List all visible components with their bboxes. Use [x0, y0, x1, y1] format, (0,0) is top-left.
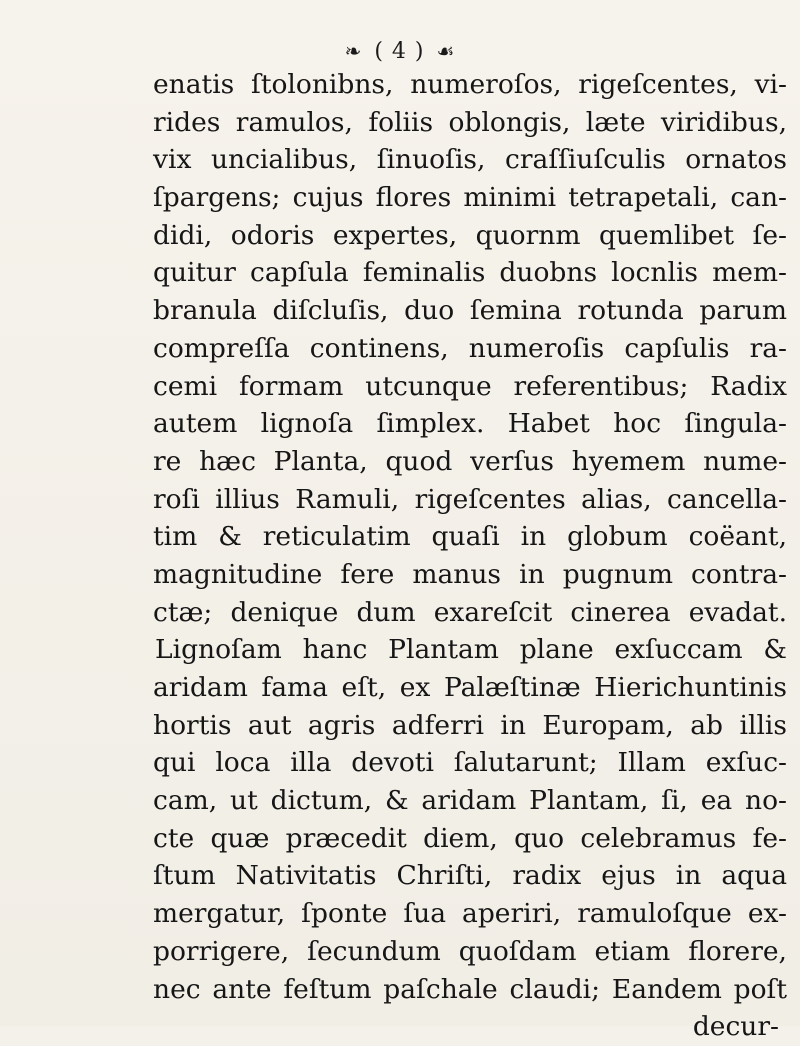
left-ornament-icon: ❧: [344, 39, 363, 63]
text-line: mergatur, ſponte ſua aperiri, ramuloſque ex-: [153, 898, 787, 930]
text-line: autem lignoſa ſimplex. Habet hoc ſingula-: [153, 408, 787, 440]
text-line: branula diſcluſis, duo ſemina rotunda parum: [153, 295, 787, 327]
body-text: [153, 66, 787, 1046]
text-line: rides ramulos, foliis oblongis, læte viridibus,: [153, 106, 787, 138]
text-line: porrigere, ſecundum quoſdam etiam florere,: [153, 935, 787, 967]
text-line: cam, ut dictum, & aridam Plantam, ſi, ea no-: [153, 785, 787, 817]
text-line: hortis aut agris adferri in Europam, ab illis: [153, 709, 787, 741]
text-line: tim & reticulatim quaſi in globum coëant,: [153, 521, 787, 553]
text-line: nec ante feſtum paſchale claudi; Eandem poſt: [153, 973, 787, 1005]
text-line: compreſſa continens, numeroſis capſulis ra-: [153, 332, 787, 364]
text-line: roſi illius Ramuli, rigeſcentes alias, cancella-: [153, 483, 787, 515]
text-line: vix uncialibus, ſinuoſis, craſſiuſculis ornatos: [153, 144, 787, 176]
right-ornament-icon: ☙: [436, 39, 456, 63]
text-line: cte quæ præcedit diem, quo celebramus fe-: [153, 822, 787, 854]
catchword: decur-: [692, 1011, 779, 1043]
text-line: aridam fama eſt, ex Palæſtinæ Hierichuntinis: [153, 672, 787, 703]
text-line: didi, odoris expertes, quornm quemlibet ſe-: [153, 219, 787, 251]
page-header: [0, 38, 800, 64]
text-line: qui loca illa devoti ſalutarunt; Illam exſuc-: [153, 747, 787, 779]
text-line: cemi formam utcunque referentibus; Radix: [153, 370, 787, 402]
text-line: ſtum Nativitatis Chriſti, radix ejus in aqua: [153, 860, 787, 892]
text-line: re hæc Planta, quod verſus hyemem nume-: [153, 445, 787, 477]
text-line: magnitudine fere manus in pugnum contra-: [153, 558, 787, 590]
text-line: Lignoſam hanc Plantam plane exſuccam &: [155, 634, 787, 666]
page-number: ( 4 ): [374, 38, 425, 64]
text-line: ctæ; denique dum exareſcit cinerea evadat.: [153, 596, 787, 628]
text-line: quitur capſula feminalis duobns locnlis mem-: [153, 257, 787, 289]
text-line: enatis ſtolonibns, numeroſos, rigeſcentes, vi-: [153, 69, 787, 100]
text-line: ſpargens; cujus flores minimi tetrapetali, can-: [153, 182, 787, 214]
